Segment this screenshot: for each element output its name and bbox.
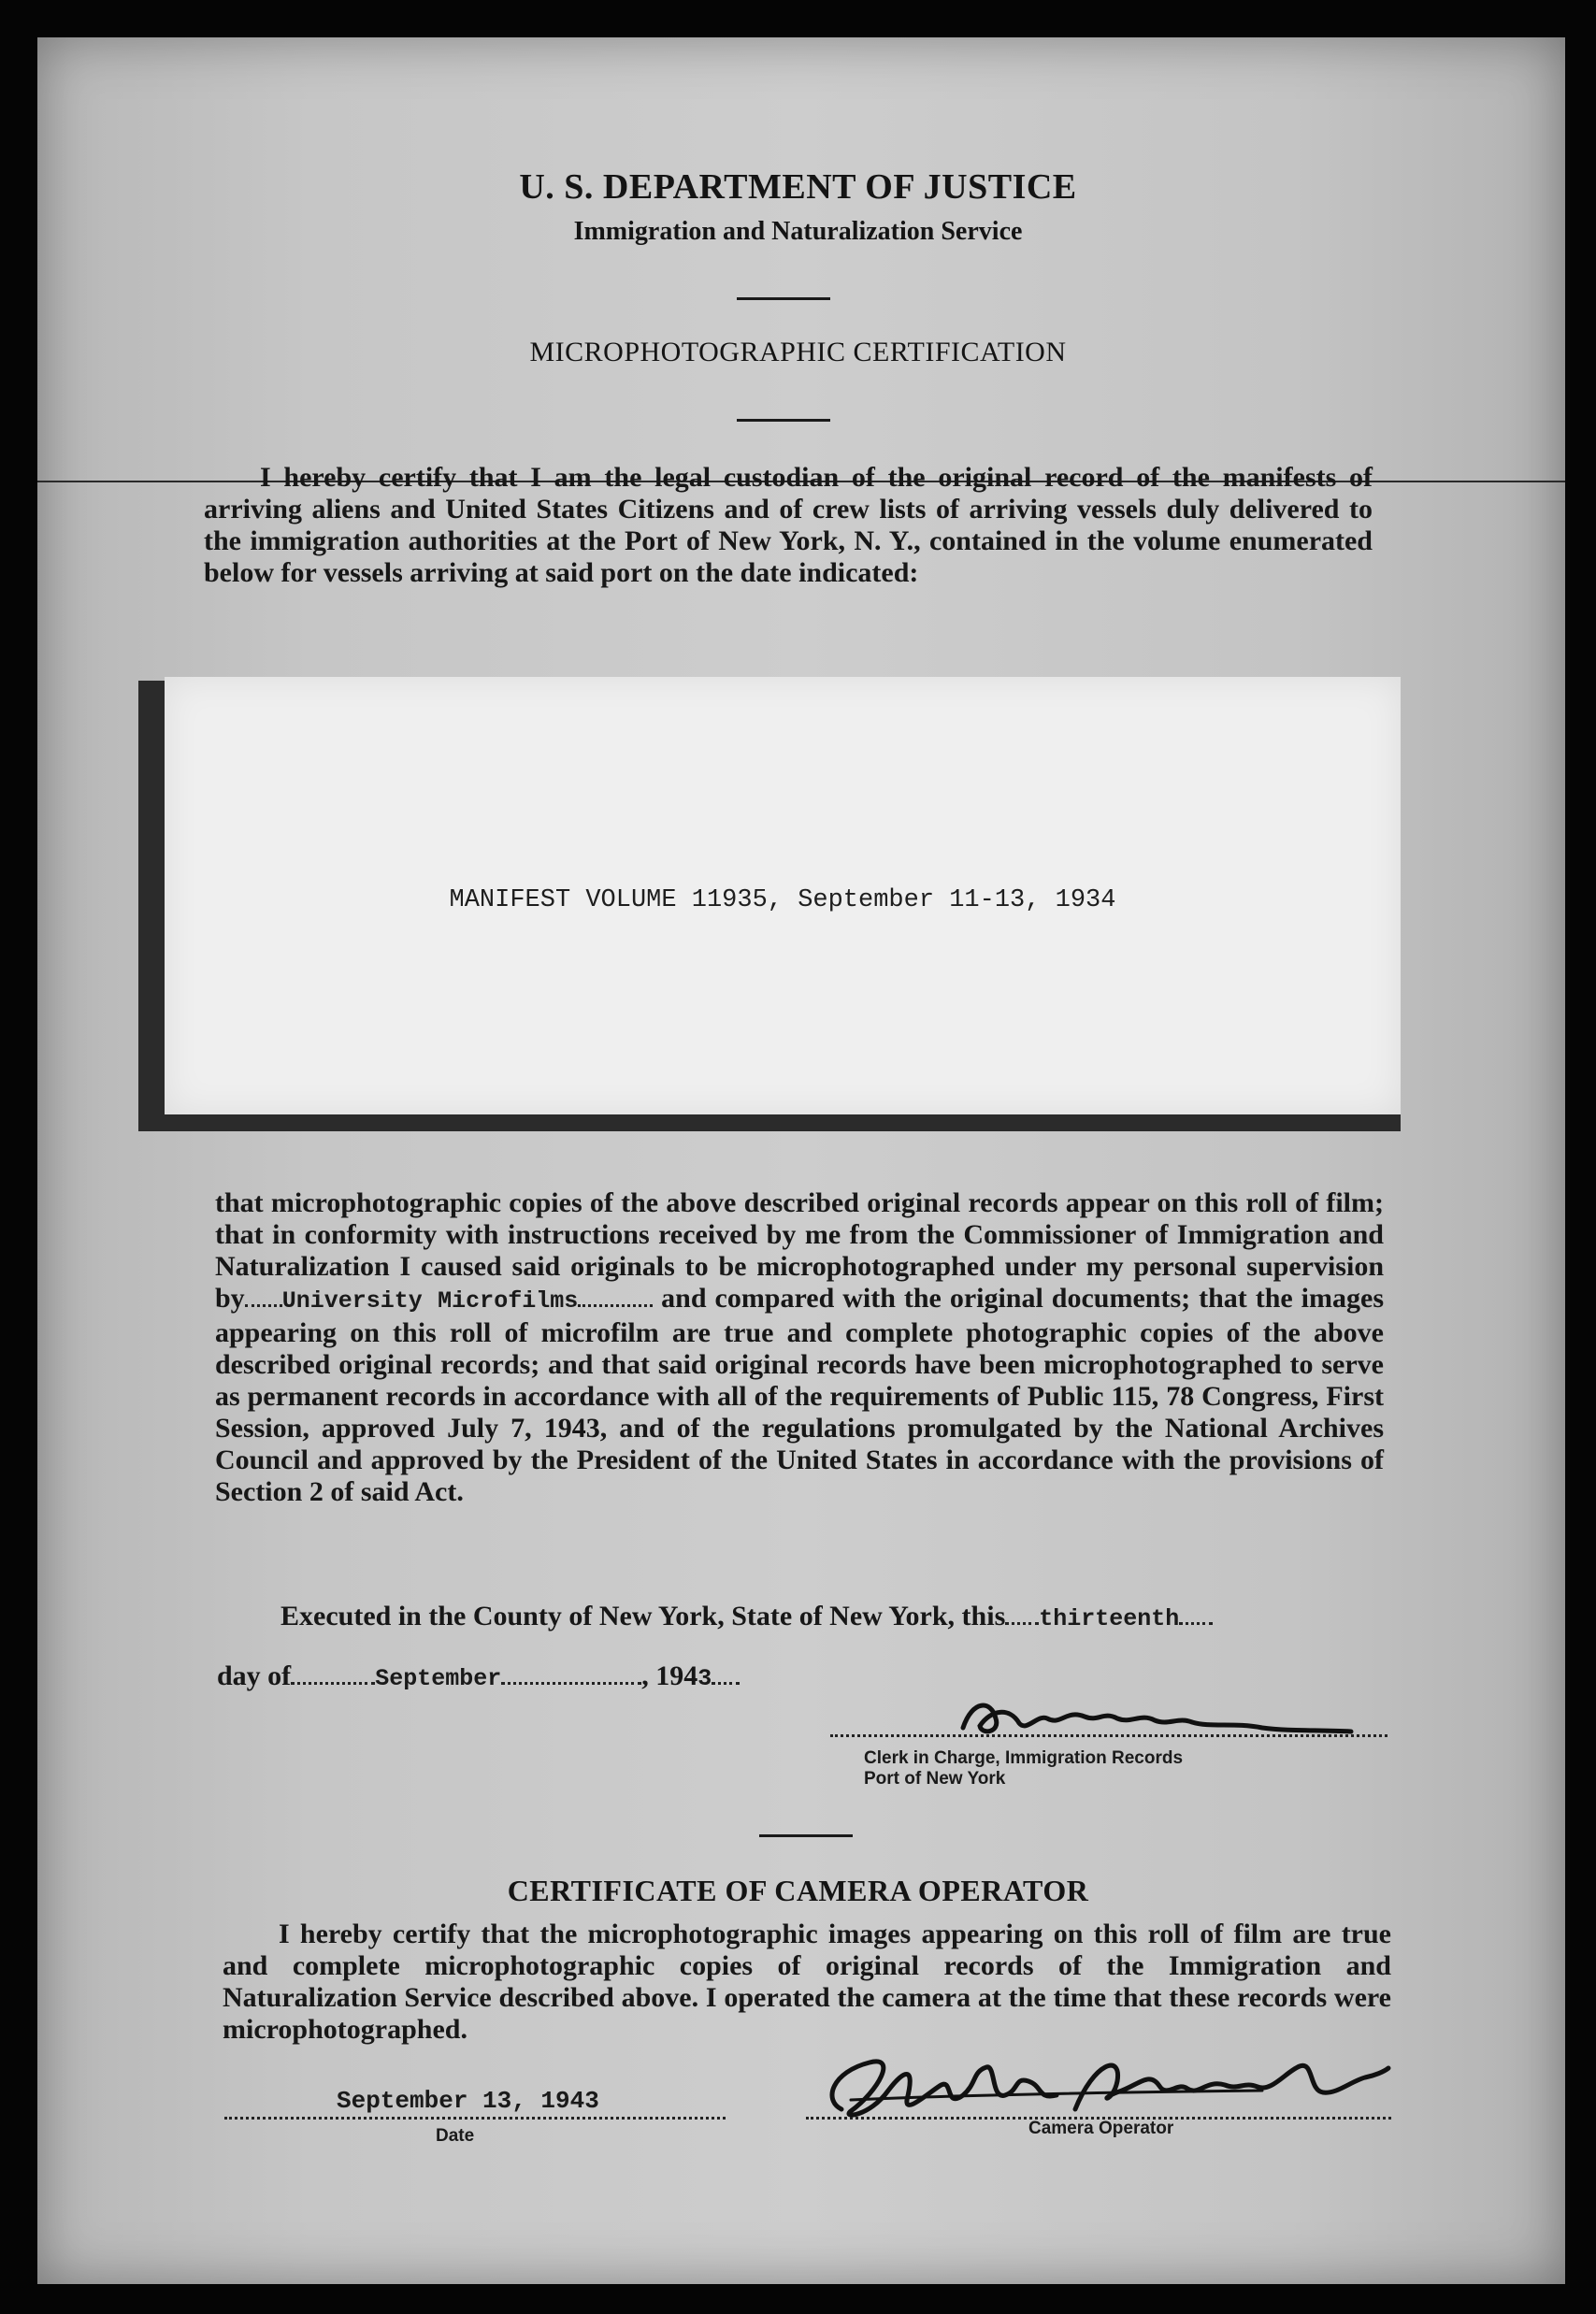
- certificate-date: September 13, 1943: [337, 2087, 599, 2115]
- camera-certificate-title: CERTIFICATE OF CAMERA OPERATOR: [507, 1874, 1089, 1907]
- executed-dots-trail: [1179, 1622, 1213, 1625]
- operator-signature-image: [813, 2044, 1393, 2128]
- clerk-title: Clerk in Charge, Immigration Records: [864, 1748, 1184, 1768]
- date-caption: Date: [436, 2126, 475, 2146]
- heading-divider: [737, 297, 830, 300]
- date-line: [224, 2117, 726, 2120]
- section-divider: [759, 1834, 853, 1837]
- photographer-dots-trail: [578, 1304, 653, 1307]
- body-end-text: and compared with the original documents; that the images appearing on this roll of microfilm are true and complete photographic copies of the above described original records; and that said original records have been microphotographed to serve as permanent records in accordance with all of the requirements of Public 115, 78 Congress, First Session, approved July 7, 1943, and of the regulations promulgated by the National Archives Council and approved by the President of the United States in accordance with the provisions of Section 2 of said Act.: [215, 1283, 1384, 1507]
- month-dots-trail: [501, 1682, 641, 1685]
- department-heading: U. S. DEPARTMENT OF JUSTICE: [519, 167, 1077, 207]
- executed-month: September: [375, 1665, 502, 1692]
- manifest-volume-label: MANIFEST VOLUME 11935, September 11-13, 1934: [449, 886, 1116, 914]
- executed-prefix: Executed in the County of New York, State of New York, this: [280, 1601, 1006, 1631]
- camera-certificate-body: [223, 1919, 1391, 2046]
- service-subheading: Immigration and Naturalization Service: [573, 217, 1023, 246]
- intro-text: I hereby certify that I am the legal custodian of the original record of the manifests of arriving aliens and United States Citizens and of crew lists of arriving vessels duly delivered to the immigration authorities at the Port of New York, N. Y., contained in the volume enumerated below for vessels arriving at said port on the date indicated:: [204, 462, 1373, 588]
- clerk-title-caption: [864, 1748, 1183, 1789]
- year-dots: [712, 1682, 740, 1685]
- camera-body-text: I hereby certify that the microphotographic images appearing on this roll of film are true and complete microphotographic copies of original records of the Immigration and Naturalization Service described above. I operated the camera at the time that these records were microphotographed.: [223, 1919, 1391, 2045]
- year-digit: 3: [697, 1665, 712, 1692]
- body-start-text: that microphotographic copies of the above described original records appear on this roll of film; that in conformity with instructions received by me from the Commissioner of Immigration and Naturalization I caused said originals to be microphotographed under my personal supervision by: [215, 1187, 1384, 1314]
- photographer-dots-lead: [245, 1304, 282, 1307]
- month-dots-lead: [291, 1682, 375, 1685]
- day-of-line: [217, 1660, 740, 1692]
- title-divider: [737, 419, 830, 422]
- year-prefix: , 194: [641, 1660, 698, 1691]
- intro-paragraph: [204, 462, 1373, 589]
- certification-title: MICROPHOTOGRAPHIC CERTIFICATION: [529, 337, 1067, 367]
- operator-caption: Camera Operator: [1028, 2119, 1174, 2138]
- day-of-label: day of: [217, 1660, 292, 1691]
- clerk-signature-image: [954, 1690, 1356, 1746]
- photographer-name: University Microfilms: [281, 1287, 579, 1315]
- executed-day: thirteenth: [1039, 1605, 1180, 1632]
- certification-body: [215, 1187, 1384, 1508]
- executed-dots-lead: [1005, 1622, 1039, 1625]
- executed-line: [280, 1601, 1213, 1632]
- clerk-port: Port of New York: [864, 1769, 1006, 1789]
